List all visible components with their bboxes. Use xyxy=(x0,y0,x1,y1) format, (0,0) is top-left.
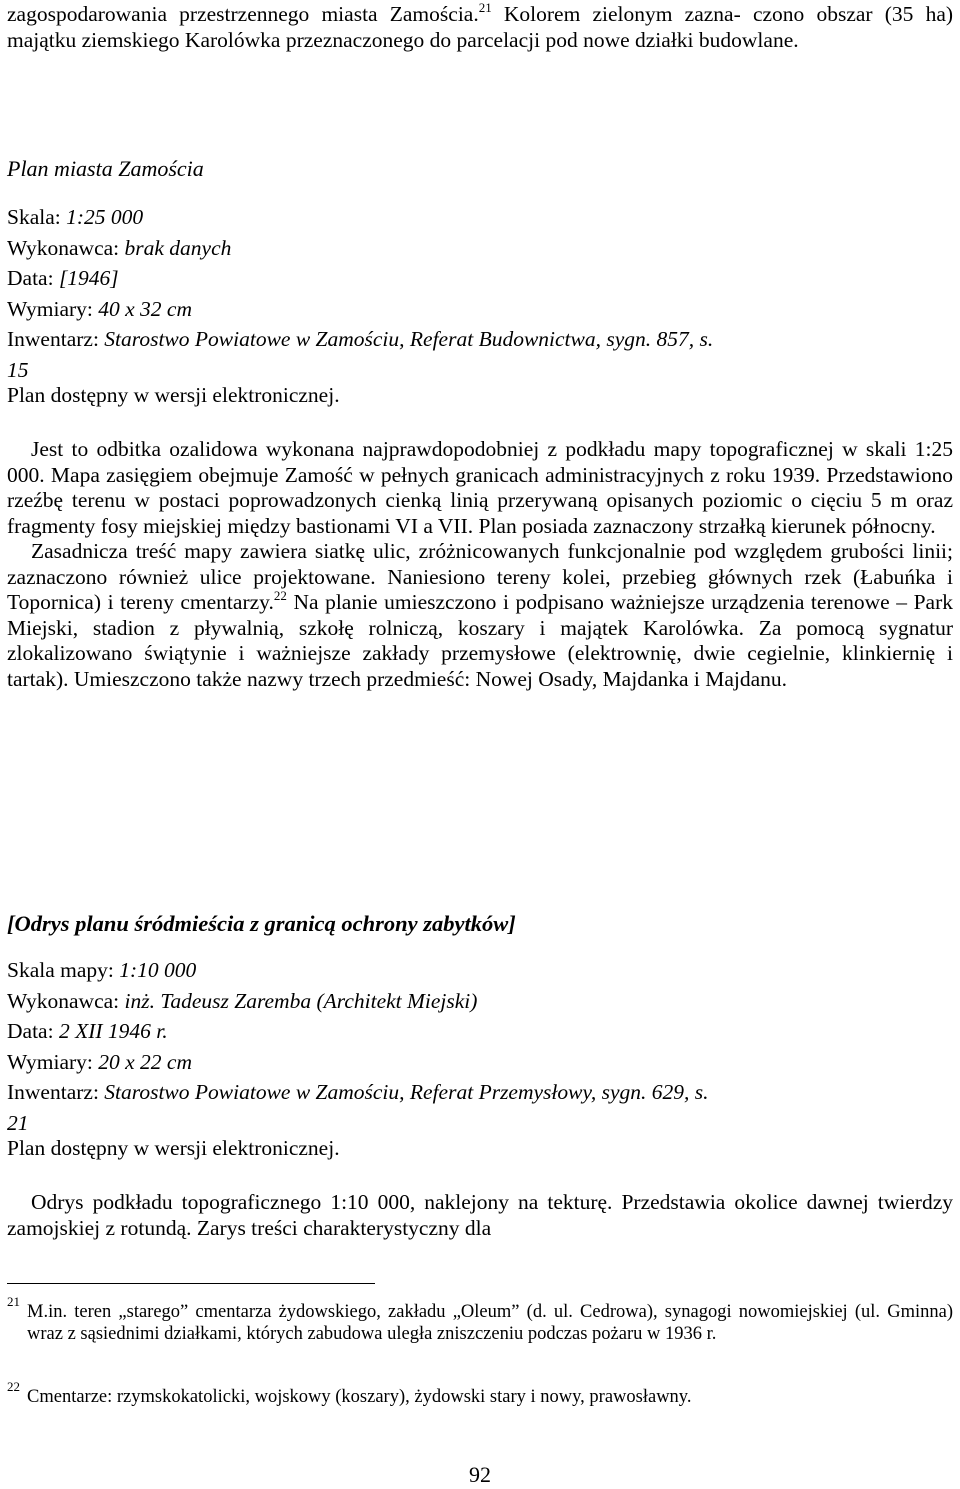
entry1-online-note: Plan dostępny w wersji elektronicznej. xyxy=(7,383,340,407)
footnote-number: 22 xyxy=(7,1379,20,1394)
footnote-21 xyxy=(7,1294,953,1345)
footnote-22 xyxy=(7,1379,953,1408)
entry2-description: Odrys podkładu topograficznego 1:10 000, naklejony na tekturę. Przedstawia okolice dawnej twierdzy zamojskiej z rotundą. Zarys treści charakterystyczny dla xyxy=(7,1190,953,1240)
intro-text-rest: czono obszar (35 ha) majątku ziemskiego Karolówka przeznaczonego do parcelacji pod nowe działki budowlane. xyxy=(7,2,954,52)
entry2-inventory: Inwentarz: Starostwo Powiatowe w Zamościu, Referat Przemysłowy, sygn. 629, s. xyxy=(7,1080,709,1104)
footnote-text: M.in. teren „starego” cmentarza żydowskiego, zakładu „Oleum” (d. ul. Cedrowa), synagogi nowomiejskiej (ul. Gminna) wraz z sąsiednimi działkami, których zabudowa uległa zniszczeniu podczas pożaru w 1936 r. xyxy=(27,1302,953,1344)
entry2-metadata xyxy=(7,958,953,1162)
entry2-dimensions: Wymiary: 20 x 22 cm xyxy=(7,1049,192,1074)
entry1-inventory-cont: 15 xyxy=(7,357,29,382)
entry2-title: [Odrys planu śródmieścia z granicą ochrony zabytków] xyxy=(7,911,516,936)
intro-paragraph xyxy=(7,2,953,53)
entry1-description xyxy=(7,437,953,692)
footnote-ref-22[interactable]: 22 xyxy=(273,588,287,603)
footnote-text: Cmentarze: rzymskokatolicki, wojskowy (koszary), żydowski stary i nowy, prawosławny. xyxy=(27,1387,692,1407)
entry2-scale: Skala mapy: 1:10 000 xyxy=(7,958,197,982)
footnote-divider xyxy=(7,1283,375,1284)
entry1-description-p1: Jest to odbitka ozalidowa wykonana najprawdopodobniej z podkładu mapy topograficznej w skali 1:25 000. Mapa zasięgiem obejmuje Zamość w pełnych granicach administracyjnych z roku 1939. Przedstawiono rzeźbę terenu w postaci poprowadzonych cienką linią przerywaną opisanych poziomic o cięciu 5 m oraz fragmenty fosy miejskiej między bastionami VI a VII. Plan posiada zaznaczony strzałką kierunek północny. xyxy=(7,437,953,538)
entry1-description-p2: Zasadnicza treść mapy zawiera siatkę ulic, zróżnicowanych funkcjonalnie pod względem grubości linii; zaznaczono również ulice projektowane. Naniesiono tereny kolei, przebieg głównych rzek (Łabuńka i Topornica) i tereny cmentarzy.$^{22}$ Na planie umieszczono i podpisano ważniejsze urządzenia terenowe – Park Miejski, stadion z pływalnią, szkołę rolniczą, koszary i majątek Karolówka. Za pomocą sygnatur zlokalizowano świątynie i ważniejsze zakłady przemysłowe (elektrownię, dwie cegielnie, klinkiernię i tartak). Umieszczono także nazwy trzech przedmieść: Nowej Osady, Majdanka i Majdanu. xyxy=(7,539,953,691)
footnote-ref-21[interactable]: 21 xyxy=(478,0,492,15)
entry2-author: Wykonawca: inż. Tadeusz Zaremba (Architekt Miejski) xyxy=(7,988,478,1013)
entry2-date: Data: 2 XII 1946 r. xyxy=(7,1019,168,1043)
entry1-title: Plan miasta Zamościa xyxy=(7,156,204,181)
entry1-date: Data: [1946] xyxy=(7,266,119,290)
entry1-dimensions: Wymiary: 40 x 32 cm xyxy=(7,296,192,321)
footnote-number: 21 xyxy=(7,1294,20,1309)
entry1-author: Wykonawca: brak danych xyxy=(7,235,232,260)
intro-text-cont: Kolorem zielonym zazna- xyxy=(491,2,741,26)
entry2-online-note: Plan dostępny w wersji elektronicznej. xyxy=(7,1136,340,1160)
page-number: 92 xyxy=(469,1462,491,1487)
entry1-inventory: Inwentarz: Starostwo Powiatowe w Zamościu, Referat Budownictwa, sygn. 857, s. xyxy=(7,327,714,351)
entry1-scale: Skala: 1:25 000 xyxy=(7,205,144,229)
entry2-inventory-cont: 21 xyxy=(7,1110,29,1135)
entry1-metadata xyxy=(7,205,953,409)
intro-text: zagospodarowania przestrzennego miasta Zamościa. xyxy=(7,2,479,26)
